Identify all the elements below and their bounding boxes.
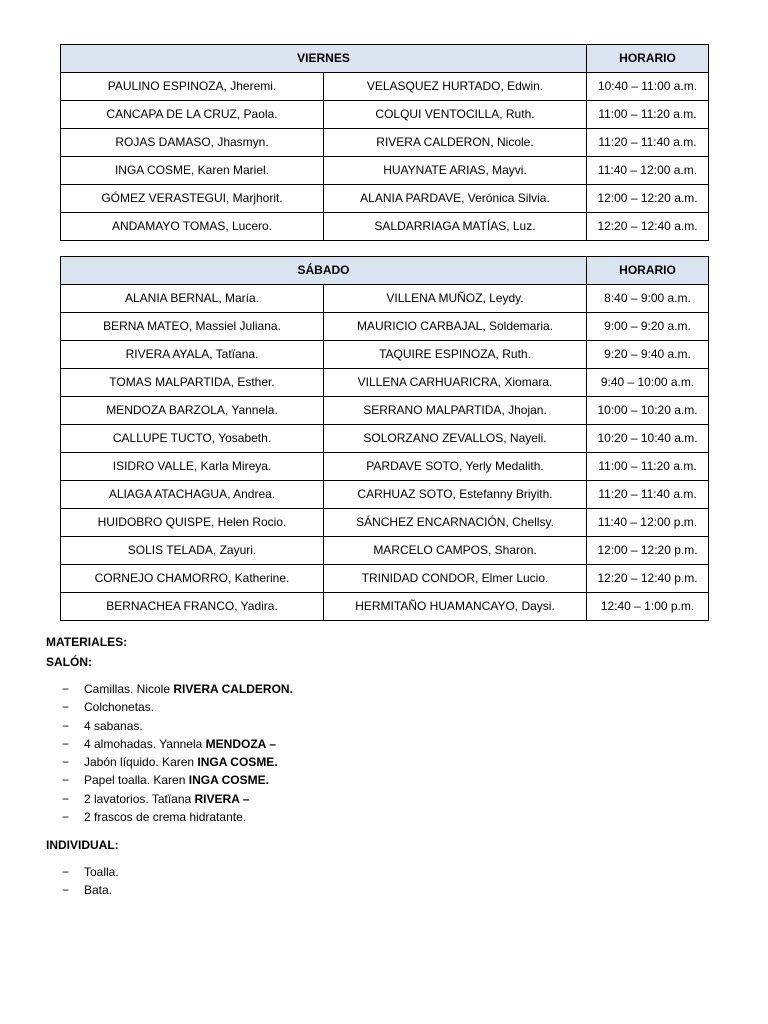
sabado-horario-header: HORARIO xyxy=(587,257,709,285)
sabado-header: SÁBADO xyxy=(61,257,587,285)
item-text: 4 sabanas. xyxy=(84,718,143,733)
item-assignee: INGA COSME. xyxy=(188,773,269,788)
student-name-cell: GÓMEZ VERASTEGUI, Marjhorit. xyxy=(61,185,324,213)
item-text: Toalla. xyxy=(84,865,119,879)
partner-name-cell: TAQUIRE ESPINOZA, Ruth. xyxy=(324,341,587,369)
partner-name-cell: VILLENA MUÑOZ, Leydy. xyxy=(324,285,587,313)
bullet-dash: − xyxy=(62,883,70,898)
list-item xyxy=(62,790,293,808)
bullet-dash: − xyxy=(62,718,70,733)
table-row xyxy=(61,73,709,101)
item-text: Camillas. Nicole xyxy=(84,682,174,696)
table-row xyxy=(61,397,709,425)
viernes-header: VIERNES xyxy=(61,45,587,73)
item-assignee: RIVERA – xyxy=(194,791,250,806)
partner-name-cell: SÁNCHEZ ENCARNACIÓN, Chellsy. xyxy=(324,509,587,537)
time-cell: 12:40 – 1:00 p.m. xyxy=(587,593,709,621)
table-row xyxy=(61,313,709,341)
bullet-dash: − xyxy=(62,865,70,879)
student-name-cell: INGA COSME, Karen Mariel. xyxy=(61,157,324,185)
list-item xyxy=(62,753,293,771)
table-row xyxy=(61,425,709,453)
table-row xyxy=(61,509,709,537)
bullet-dash: − xyxy=(62,773,70,788)
partner-name-cell: VELASQUEZ HURTADO, Edwin. xyxy=(324,73,587,101)
table-row xyxy=(61,185,709,213)
item-assignee: MENDOZA – xyxy=(205,736,276,751)
student-name-cell: MENDOZA BARZOLA, Yannela. xyxy=(61,397,324,425)
table-row xyxy=(61,213,709,241)
table-row xyxy=(61,369,709,397)
table-row xyxy=(61,481,709,509)
item-assignee: RIVERA CALDERON. xyxy=(173,682,293,696)
partner-name-cell: CARHUAZ SOTO, Estefanny Briyith. xyxy=(324,481,587,509)
time-cell: 11:00 – 11:20 a.m. xyxy=(587,101,709,129)
partner-name-cell: SOLORZANO ZEVALLOS, Nayeli. xyxy=(324,425,587,453)
student-name-cell: BERNA MATEO, Massiel Juliana. xyxy=(61,313,324,341)
time-cell: 12:00 – 12:20 a.m. xyxy=(587,185,709,213)
student-name-cell: RIVERA AYALA, Tatïana. xyxy=(61,341,324,369)
item-assignee: INGA COSME. xyxy=(197,755,278,770)
partner-name-cell: ALANIA PARDAVE, Verónica Silvia. xyxy=(324,185,587,213)
partner-name-cell: SALDARRIAGA MATÍAS, Luz. xyxy=(324,213,587,241)
student-name-cell: ROJAS DAMASO, Jhasmyn. xyxy=(61,129,324,157)
partner-name-cell: MARCELO CAMPOS, Sharon. xyxy=(324,537,587,565)
individual-heading: INDIVIDUAL: xyxy=(46,838,119,852)
student-name-cell: ALANIA BERNAL, María. xyxy=(61,285,324,313)
salon-heading: SALÓN: xyxy=(46,655,92,669)
materiales-heading: MATERIALES: xyxy=(46,635,128,649)
time-cell: 12:20 – 12:40 p.m. xyxy=(587,565,709,593)
partner-name-cell: PARDAVE SOTO, Yerly Medalith. xyxy=(324,453,587,481)
partner-name-cell: HUAYNATE ARIAS, Mayvi. xyxy=(324,157,587,185)
bullet-dash: − xyxy=(62,791,70,806)
partner-name-cell: RIVERA CALDERON, Nicole. xyxy=(324,129,587,157)
bullet-dash: − xyxy=(62,755,70,770)
item-text: Colchonetas. xyxy=(84,700,155,715)
viernes-body xyxy=(61,73,709,241)
table-row xyxy=(61,453,709,481)
viernes-schedule-table xyxy=(60,44,709,241)
list-item xyxy=(62,698,293,716)
item-text: 2 frascos de crema hidratante. xyxy=(84,810,247,825)
table-row xyxy=(61,101,709,129)
student-name-cell: CALLUPE TUCTO, Yosabeth. xyxy=(61,425,324,453)
item-text: 2 lavatorios. Tatïana xyxy=(84,791,195,806)
sabado-schedule-table xyxy=(60,256,709,621)
partner-name-cell: MAURICIO CARBAJAL, Soldemaria. xyxy=(324,313,587,341)
list-item xyxy=(62,717,293,735)
time-cell: 11:20 – 11:40 a.m. xyxy=(587,129,709,157)
time-cell: 11:40 – 12:00 p.m. xyxy=(587,509,709,537)
time-cell: 9:40 – 10:00 a.m. xyxy=(587,369,709,397)
viernes-header-row xyxy=(61,45,709,73)
student-name-cell: ANDAMAYO TOMAS, Lucero. xyxy=(61,213,324,241)
table-row xyxy=(61,565,709,593)
student-name-cell: HUIDOBRO QUISPE, Helen Rocio. xyxy=(61,509,324,537)
table-row xyxy=(61,285,709,313)
time-cell: 10:40 – 11:00 a.m. xyxy=(587,73,709,101)
time-cell: 9:20 – 9:40 a.m. xyxy=(587,341,709,369)
student-name-cell: ISIDRO VALLE, Karla Mireya. xyxy=(61,453,324,481)
student-name-cell: CANCAPA DE LA CRUZ, Paola. xyxy=(61,101,324,129)
partner-name-cell: VILLENA CARHUARICRA, Xiomara. xyxy=(324,369,587,397)
bullet-dash: − xyxy=(62,700,70,715)
item-text: Jabón líquido. Karen xyxy=(84,755,198,770)
time-cell: 8:40 – 9:00 a.m. xyxy=(587,285,709,313)
time-cell: 11:00 – 11:20 a.m. xyxy=(587,453,709,481)
time-cell: 11:20 – 11:40 a.m. xyxy=(587,481,709,509)
student-name-cell: BERNACHEA FRANCO, Yadira. xyxy=(61,593,324,621)
student-name-cell: CORNEJO CHAMORRO, Katherine. xyxy=(61,565,324,593)
bullet-dash: − xyxy=(62,682,70,696)
partner-name-cell: COLQUI VENTOCILLA, Ruth. xyxy=(324,101,587,129)
list-item xyxy=(62,771,293,789)
item-text: 4 almohadas. Yannela xyxy=(84,736,206,751)
salon-list xyxy=(62,680,293,826)
partner-name-cell: TRINIDAD CONDOR, Elmer Lucio. xyxy=(324,565,587,593)
student-name-cell: ALIAGA ATACHAGUA, Andrea. xyxy=(61,481,324,509)
list-item xyxy=(62,881,119,899)
time-cell: 10:20 – 10:40 a.m. xyxy=(587,425,709,453)
time-cell: 12:20 – 12:40 a.m. xyxy=(587,213,709,241)
sabado-body xyxy=(61,285,709,621)
partner-name-cell: HERMITAÑO HUAMANCAYO, Daysi. xyxy=(324,593,587,621)
student-name-cell: PAULINO ESPINOZA, Jheremi. xyxy=(61,73,324,101)
table-row xyxy=(61,537,709,565)
item-text: Bata. xyxy=(84,883,113,898)
time-cell: 9:00 – 9:20 a.m. xyxy=(587,313,709,341)
bullet-dash: − xyxy=(62,810,70,825)
individual-list xyxy=(62,863,119,900)
time-cell: 12:00 – 12:20 p.m. xyxy=(587,537,709,565)
student-name-cell: TOMAS MALPARTIDA, Esther. xyxy=(61,369,324,397)
list-item xyxy=(62,808,293,826)
time-cell: 11:40 – 12:00 a.m. xyxy=(587,157,709,185)
list-item xyxy=(62,735,293,753)
item-text: Papel toalla. Karen xyxy=(84,773,189,788)
list-item xyxy=(62,863,119,881)
time-cell: 10:00 – 10:20 a.m. xyxy=(587,397,709,425)
table-row xyxy=(61,157,709,185)
student-name-cell: SOLIS TELADA, Zayuri. xyxy=(61,537,324,565)
table-row xyxy=(61,593,709,621)
list-item xyxy=(62,680,293,698)
table-row xyxy=(61,129,709,157)
viernes-horario-header: HORARIO xyxy=(587,45,709,73)
table-row xyxy=(61,341,709,369)
sabado-header-row xyxy=(61,257,709,285)
bullet-dash: − xyxy=(62,736,70,751)
partner-name-cell: SERRANO MALPARTIDA, Jhojan. xyxy=(324,397,587,425)
